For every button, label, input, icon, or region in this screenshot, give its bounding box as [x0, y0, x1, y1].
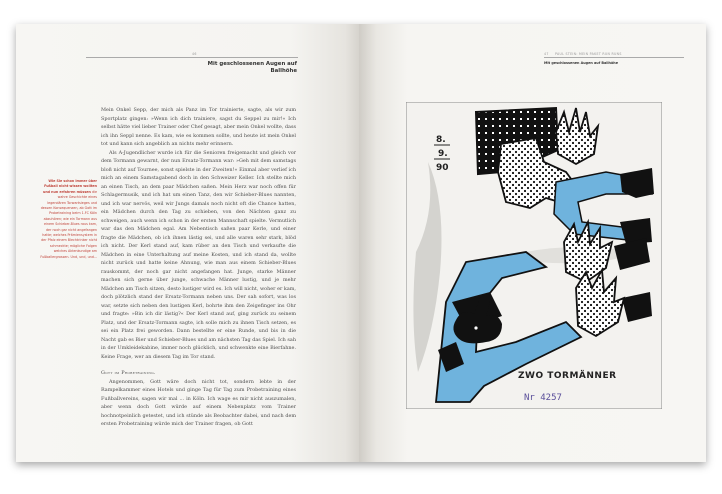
body-text — [101, 106, 296, 429]
rabbit-eye — [474, 326, 477, 329]
section-heading: Gott im Probetraining. — [101, 370, 156, 376]
sidebar-text: die wahre Geschichte eines legendären Torwartsieges und dessen Konsequenzen, ab Gott im Probetraining beim 1.FC Köln abzuhören; wie ein Tormann aus einem Schieber-Blues raus kam, der noch gar nicht angefangen hatte; welches Prämiensystem in der Pfalz einem Blechtrinker nicht schmeckte; mögliche Folgen welches Aktenkundige am Fußballergrossen. Und, und, und... — [40, 189, 97, 259]
page-number-right: 47 — [544, 52, 549, 56]
left-page — [16, 24, 359, 462]
chapter-title-left: Mit geschlossenen Augen auf Ballhöhe — [207, 61, 297, 75]
date-label-year: 90 — [436, 163, 449, 173]
date-label-month: 9. — [438, 149, 448, 159]
paragraph-2: Als A-Jugendlicher wurde ich für die Senioren freigemacht und gleich vor dem Tormann gewarnt, der nun Ersatz-Tormann war: »Geh mit dem samstags bloß nicht auf Tournee, sonst spielste in der Zweiten!« Einmal aber verlief ich mich an einem Samstagabend doch in den Schweizer Keller. Ich stellte mich an einen Tisch, an dem paar Mädchen saßen. Mein Herz war noch offen für Schlagermusik, und ich hat um einen Tanz, den wir Schieber-Blues nannten, und ich war nervös, weil wir Jungs damals noch nicht oft die Chance hatten, ein Mädchen durch den Tag zu schieben, von den Nächten ganz zu schweigen, auch wenn ich schon in der ersten Mannschaft spielte. Vermutlich war das den Mädchen egal. Am Nebentisch saßen paar Kerle, und einer fragte die Mädchen, ob ich ihnen lästig sei, und alle waren sehr stark, blöd ich nicht. Der Kerl stand auf, kam rüber an den Tisch und verkaufte die Mädchen in eine Unterhaltung auf meine Kosten, und ich stand da, wollte nicht zurück und hatte keine Ahnung, wie man aus einem Schieber-Blues rauskommt, der noch gar nicht angefangen hat. Junge, starke Männer machen sich gerne über junge, schwache Männer lustig, und je mehr Mädchen am Tisch sitzen, desto lustiger wird es. Ich will nicht, woher er kam, doch plötzlich stand der Ersatz-Tormann neben uns. Der sah sofort, was los war, setzte sich neben den lustigen Kerl, bohrte ihm den Zeigefinger ins Ohr und fragte: »Bin ich dir lästig?« Der Kerl stand auf, ging zurück zu seinem Platz, und der Ersatz-Tormann sagte, ich solle mich zu ihnen Tisch setzen, es sei ein Platz frei geworden. Dann bestellte er eine Runde, und bis in die Nacht gab es Bier und Schieber-Blues und am nächsten Tag das Spiel. Ich sah in der Umkleidekabine, immer noch glücklich, und schwenkte eine Bierfahne. Keine Frage, wer an diesem Tag im Tor stand. — [101, 149, 296, 360]
header-rule-left — [86, 57, 298, 58]
illustration-caption: ZWO TORMÄNNER — [518, 371, 617, 381]
date-label-day: 8. — [436, 135, 446, 145]
sidebar-note — [40, 179, 97, 260]
page-number-left: 46 — [192, 52, 197, 56]
illustration-number-stamp: Nr 4257 — [524, 393, 562, 403]
sidebar-lead: Wie Sie schon immer über Fußball nicht wissen wollten und nun erfahren müssen — [42, 179, 97, 194]
paragraph-1: Mein Onkel Sepp, der mich als Panz im Tor trainierte, sagte, als wir zum Sportplatz gingen: »Wenn ich dich trainiere, sagst du Seppel zu mir!« Ich selbst hätte viel lieber Trainer oder Chef gesagt, aber mein Onkel wollte, dass ich ihn Seppl nenne. Es kam, wie es kommen sollte, und heute ist mein Onkel tot und kann sich angeblich an nichts mehr erinnern. — [101, 107, 296, 147]
header-rule-right — [544, 57, 684, 58]
paragraph-3: Angenommen, Gott wäre doch nicht tot, sondern lebte in der Rampelkammer eines Hotels und ginge Tag für Tag zum Probetraining eines Fußballvereins, sagen wir mal ... in Köln. Ich wage es mir nicht auszumalen, aber wenn doch Gott würde auf einem Nebenplatz vom Trainer hochnotpeinlich getestet, und ich stünde als Beobachter dabei, und nach dem ersten Probetraining würde mich der Trainer fragen, ob Gott — [101, 378, 296, 427]
book-spread — [16, 24, 706, 462]
chapter-title-right: Mit geschlossenen Augen auf Ballhöhe — [544, 61, 619, 65]
right-page — [359, 24, 706, 462]
running-head-right: PAUL STEIN: MEIN PAKET RUN RUNS — [555, 52, 622, 56]
illustration-two-goalkeepers — [406, 102, 662, 409]
